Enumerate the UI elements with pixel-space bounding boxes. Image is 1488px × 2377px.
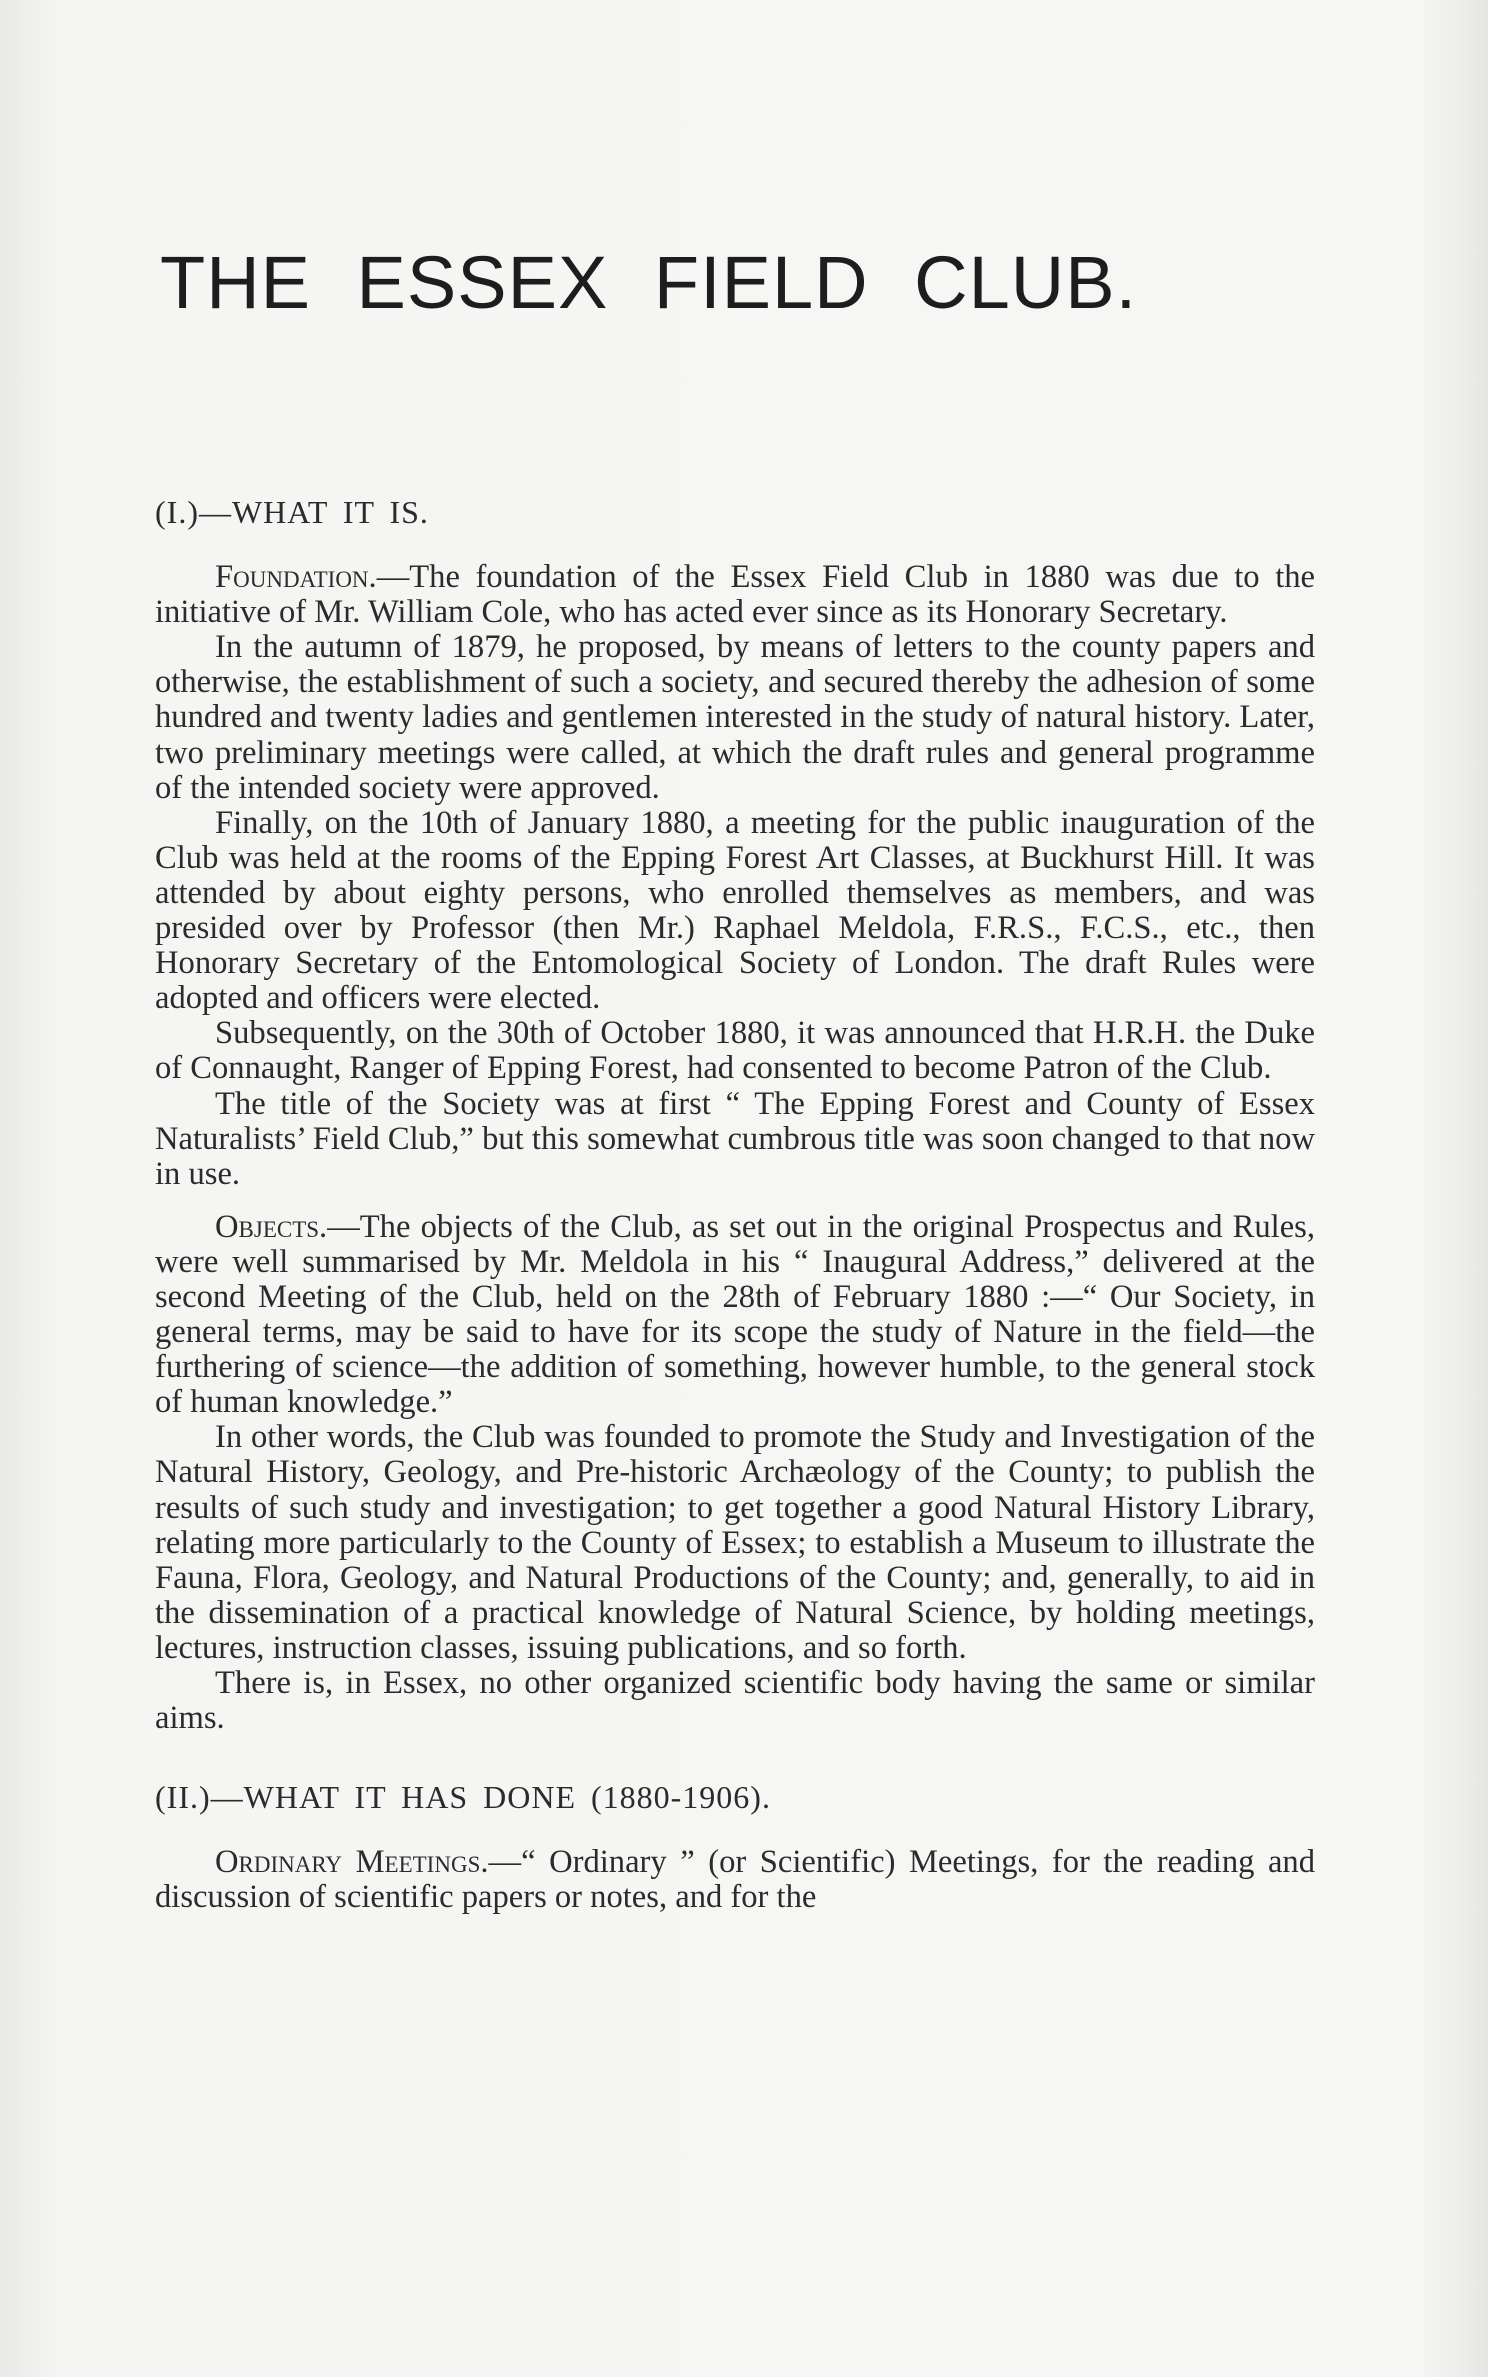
page-title: THE ESSEX FIELD CLUB. [160,241,1138,324]
objects-text: —The objects of the Club, as set out in the original Prospectus and Rules, were well summarised by Mr. Meldola in his “ Inaugural Address,” delivered at the second Meeting of the Club, held on the 28th of February 1880 :—“ Our Society, in general terms, may be said to have for its scope the study of Nature in the field—the furthering of science—the addition of something, however humble, to the general stock of human knowledge.” [155,1208,1315,1421]
paragraph-autumn: In the autumn of 1879, he proposed, by means of letters to the county papers and otherwise, the establishment of such a society, and secured thereby the adhesion of some hundred and twenty ladies and gentlemen interested in the study of natural history. Later, two preliminary meetings were called, at which the draft rules and general programme of the intended society were approved. [155,629,1315,806]
section-heading-what-it-is: (I.)—WHAT IT IS. [155,494,429,530]
ordinary-text: —“ Ordinary ” (or Scientific) Meetings, for the reading and discussion of scientific papers or notes, and for the [155,1844,1315,1916]
paragraph-finally: Finally, on the 10th of January 1880, a meeting for the public inauguration of the Club was held at the rooms of the Epping Forest Art Classes, at Buckhurst Hill. It was attended by about eighty persons, who enrolled themselves as members, and was presided over by Professor (then Mr.) Raphael Meldola, F.R.S., F.C.S., etc., then Honorary Secretary of the Entomological Society of London. The draft Rules were adopted and officers were elected. [155,804,1315,1017]
paragraph-ordinary-meetings [155,1845,1315,1915]
paragraph-objects [155,1210,1315,1421]
objects-lead: Objects. [215,1208,328,1245]
paragraph-title: The title of the Society was at first “ The Epping Forest and County of Essex Naturalists’ Field Club,” but this somewhat cumbrous title was soon changed to that now in use. [155,1085,1315,1192]
paragraph-no-other: There is, in Essex, no other organized scientific body having the same or similar aims. [155,1665,1315,1737]
document-body [155,495,1315,1915]
paragraph-foundation [155,560,1315,630]
foundation-lead: Foundation. [215,559,377,596]
foundation-text: —The foundation of the Essex Field Club in 1880 was due to the initiative of Mr. William Cole, who has acted ever since as its Honorary Secretary. [155,559,1315,631]
section-heading-what-it-has-done: (II.)—WHAT IT HAS DONE (1880-1906). [155,1779,771,1816]
paragraph-subsequently: Subsequently, on the 30th of October 1880, it was announced that H.R.H. the Duke of Connaught, Ranger of Epping Forest, had consented to become Patron of the Club. [155,1015,1315,1087]
ordinary-lead: Ordinary Meetings. [215,1844,489,1881]
paragraph-other-words: In other words, the Club was founded to promote the Study and Investigation of the Natural History, Geology, and Pre-historic Archæology of the County; to publish the results of such study and investigation; to get together a good Natural History Library, relating more particularly to the County of Essex; to establish a Museum to illustrate the Fauna, Flora, Geology, and Natural Productions of the County; and, generally, to aid in the dissemination of a practical knowledge of Natural Science, by holding meetings, lectures, instruction classes, issuing publications, and so forth. [155,1419,1315,1666]
